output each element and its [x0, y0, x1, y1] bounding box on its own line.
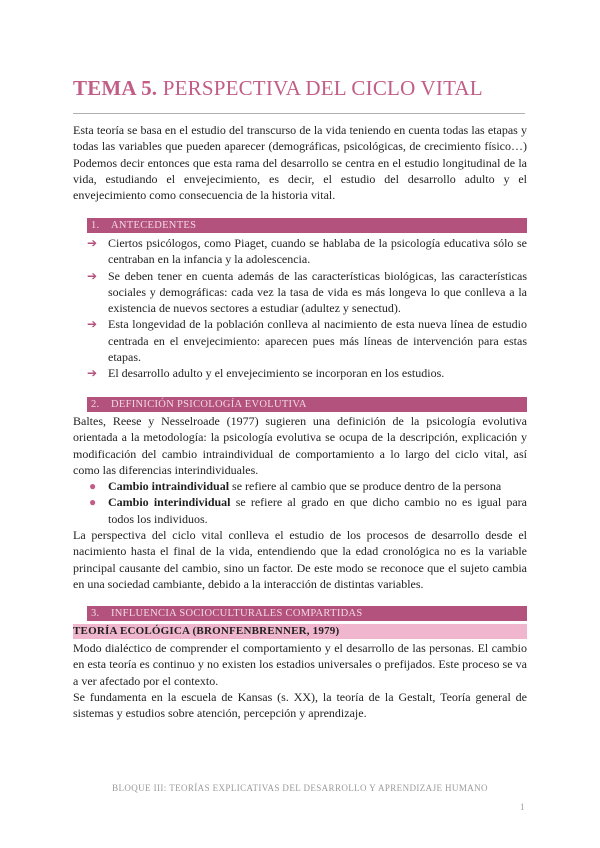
definicion-paragraph: Baltes, Reese y Nesselroade (1977) sugieren una definición de la psicología evolutiva orientada a la metodología: la psicología evolutiva se ocupa de la descripción, explicación y modificación del cambio intraindividual de comportamiento a lo largo del ciclo vital, así como las diferencias interindividuales. [73, 414, 527, 477]
arrow-right-icon: ➔ [87, 268, 98, 283]
definicion-closing: La perspectiva del ciclo vital conlleva el estudio de los procesos de desarrollo desde el nacimiento hasta el final de la vida, entendiendo que la edad cronológica no es la variable principal causante del cambio, sino un factor. De este modo se reconoce que el sujeto cambia en una sociedad cambiante, debido a la interacción de distintas variables. [73, 528, 527, 591]
section-label: INFLUENCIA SOCIOCULTURALES COMPARTIDAS [111, 608, 363, 619]
list-item: ➔ Se deben tener en cuenta además de las características biológicas, las características sociales y demográficas: cada vez la tasa de vida es más longeva lo que conlleva a la existencia de nuevos sectores a estudiar (adultez y senectud). [87, 268, 527, 316]
title-divider [73, 113, 525, 114]
arrow-right-icon: ➔ [87, 366, 98, 381]
section-heading-definicion [87, 397, 527, 412]
subheading-teoria-ecologica: TEORÍA ECOLÓGICA (BRONFENBRENNER, 1979) [73, 624, 527, 639]
intro-paragraph: Esta teoría se basa en el estudio del transcurso de la vida teniendo en cuenta todas las etapas y todas las variables que pueden aparecer (demográficas, psicológicas, de crecimiento físico…) Podemos decir entonces que esta rama del desarrollo se centra en el estudio longitudinal de la vida, estudiando el envejecimiento, es decir, el estudio del desarrollo adulto y el envejecimiento como consecuencia de la historia vital. [73, 123, 527, 203]
title-number: TEMA 5. [73, 76, 158, 100]
section-heading-influencia [87, 606, 527, 621]
section-label: DEFINICIÓN PSICOLOGÍA EVOLUTIVA [111, 399, 307, 410]
section-number: 1. [91, 220, 100, 231]
page-number: 1 [520, 802, 525, 812]
list-item: ➔ El desarrollo adulto y el envejecimiento se incorporan en los estudios. [87, 366, 445, 381]
influencia-paragraph-1: Modo dialéctico de comprender el comportamiento y el desarrollo de las personas. El cambio en esta teoría es continuo y no existen los estadios universales o prefijados. Este proceso se va a ver afectado por el contexto. [73, 641, 527, 688]
influencia-paragraph-2: Se fundamenta en la escuela de Kansas (s. XX), la teoría de la Gestalt, Teoría general de sistemas y estudios sobre atención, percepción y aprendizaje. [73, 689, 527, 721]
arrow-right-icon: ➔ [87, 236, 98, 250]
list-item: ➔ Esta longevidad de la población conlleva al nacimiento de esta nueva línea de estudio centrada en el envejecimiento: aparecen pues más líneas de intervención para estas etapas. [87, 317, 527, 365]
page-title [73, 76, 483, 101]
section-number: 2. [91, 399, 100, 410]
title-text: PERSPECTIVA DEL CICLO VITAL [162, 76, 483, 100]
section-number: 3. [91, 608, 100, 619]
section-label: ANTECEDENTES [111, 220, 197, 231]
bullet-icon: ● [89, 495, 97, 510]
influencia-block [73, 640, 527, 721]
page-footer: BLOQUE III: TEORÍAS EXPLICATIVAS DEL DESARROLLO Y APRENDIZAJE HUMANO [112, 783, 488, 793]
list-item: ● Cambio interindividual se refiere al grado en que dicho cambio no es igual para todos los individuos. [89, 495, 528, 526]
list-item: ➔ Ciertos psicólogos, como Piaget, cuando se hablaba de la psicología educativa sólo se centraban en la infancia y la adolescencia. [87, 236, 527, 267]
definicion-block [73, 413, 527, 592]
bullet-icon: ● [89, 479, 97, 494]
list-item: ● Cambio intraindividual se refiere al cambio que se produce dentro de la persona [89, 479, 502, 494]
arrow-right-icon: ➔ [87, 317, 98, 332]
section-heading-antecedentes [87, 218, 527, 233]
antecedentes-list [73, 235, 527, 382]
